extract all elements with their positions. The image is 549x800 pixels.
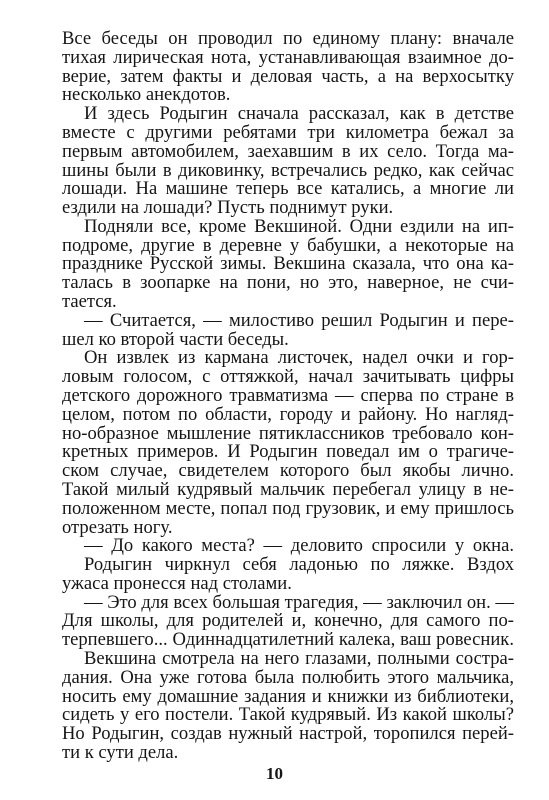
text-line: Подняли все, кроме Векшиной. Одни ездили на ип- xyxy=(84,215,514,237)
text-line: Родыгин чиркнул себя ладонью по ляжке. Вздох xyxy=(84,554,514,576)
text-line: ти к сути дела. xyxy=(62,742,179,763)
text-line: — Это для всех большая трагедия, — заключил он. — xyxy=(84,591,514,613)
text-line: несколько анекдотов. xyxy=(62,84,231,106)
text-line: — Считается, — милостиво решил Родыгин и пере- xyxy=(84,309,514,331)
text-line: — До какого места? — деловито спросили у окна. xyxy=(84,535,514,557)
text-line: ездили на лошади? Пусть поднимут руки. xyxy=(62,197,394,219)
text-line: Все беседы он проводил по единому плану: вначале xyxy=(62,28,514,49)
text-line: Для школы, для родителей и, конечно, для самого по- xyxy=(62,610,514,632)
text-line: шины были в диковинку, встречались редко, как сейчас xyxy=(62,159,514,181)
text-line: терпевшего... Одиннадцатилетний калека, ваш ровесник. xyxy=(62,629,514,651)
text-line: ском случае, свидетелем которого был якобы лично. xyxy=(62,460,514,482)
text-line: сидеть у его постели. Такой кудрявый. Из какой школы? xyxy=(62,704,514,726)
text-line: шел ко второй части беседы. xyxy=(62,328,289,350)
text-line: Такой милый кудрявый мальчик перебегал улицу в не- xyxy=(62,478,514,500)
text-line: целом, потом по области, городу и району. Но нагляд- xyxy=(62,403,514,425)
text-line: Но Родыгин, создав нужный настрой, торопился перей- xyxy=(62,723,514,745)
text-line: вместе с другими ребятами три километра бежал за xyxy=(62,121,514,143)
text-line: но-образное мышление пятиклассников требовало кон- xyxy=(62,422,514,444)
text-line: дания. Она уже готова была полюбить этого мальчика, xyxy=(62,666,514,688)
text-line: ужаса пронесся над столами. xyxy=(62,572,292,594)
text-line: ловым голосом, с оттяжкой, начал зачитывать цифры xyxy=(62,366,514,388)
text-line: положенном месте, попал под грузовик, и ему пришлось xyxy=(62,497,514,519)
text-line: отрезать ногу. xyxy=(62,516,173,538)
text-line: носить ему домашние задания и книжки из библиотеки, xyxy=(62,685,514,707)
text-line: И здесь Родыгин сначала рассказал, как в детстве xyxy=(84,103,514,125)
text-line: празднике Русской зимы. Векшина сказала, что она ка- xyxy=(62,253,514,275)
page-number: 10 xyxy=(266,764,283,783)
text-line: Векшина смотрела на него глазами, полными сострa- xyxy=(84,648,514,670)
text-line: верие, затем факты и деловая часть, а на верхосытку xyxy=(62,65,514,87)
text-line: подроме, другие в деревне у бабушки, а некоторые на xyxy=(62,234,514,256)
text-line: тихая лирическая нота, устанавливающая взаимное до- xyxy=(62,46,514,68)
text-line: лошади. На машине теперь все катались, а многие ли xyxy=(62,178,514,200)
text-line: детского дорожного травматизма — сперва по стране в xyxy=(62,385,514,406)
text-line: Он извлек из кармана листочек, надел очки и гор- xyxy=(84,347,514,369)
text-line: кретных примеров. И Родыгин поведал им о трагиче- xyxy=(62,441,514,463)
text-line: тается. xyxy=(62,291,117,313)
text-line: первым автомобилем, заехавшим в их село. Тогда ма- xyxy=(62,140,514,162)
text-line: талась в зоопарке на пони, но это, наверное, не счи- xyxy=(62,272,514,294)
